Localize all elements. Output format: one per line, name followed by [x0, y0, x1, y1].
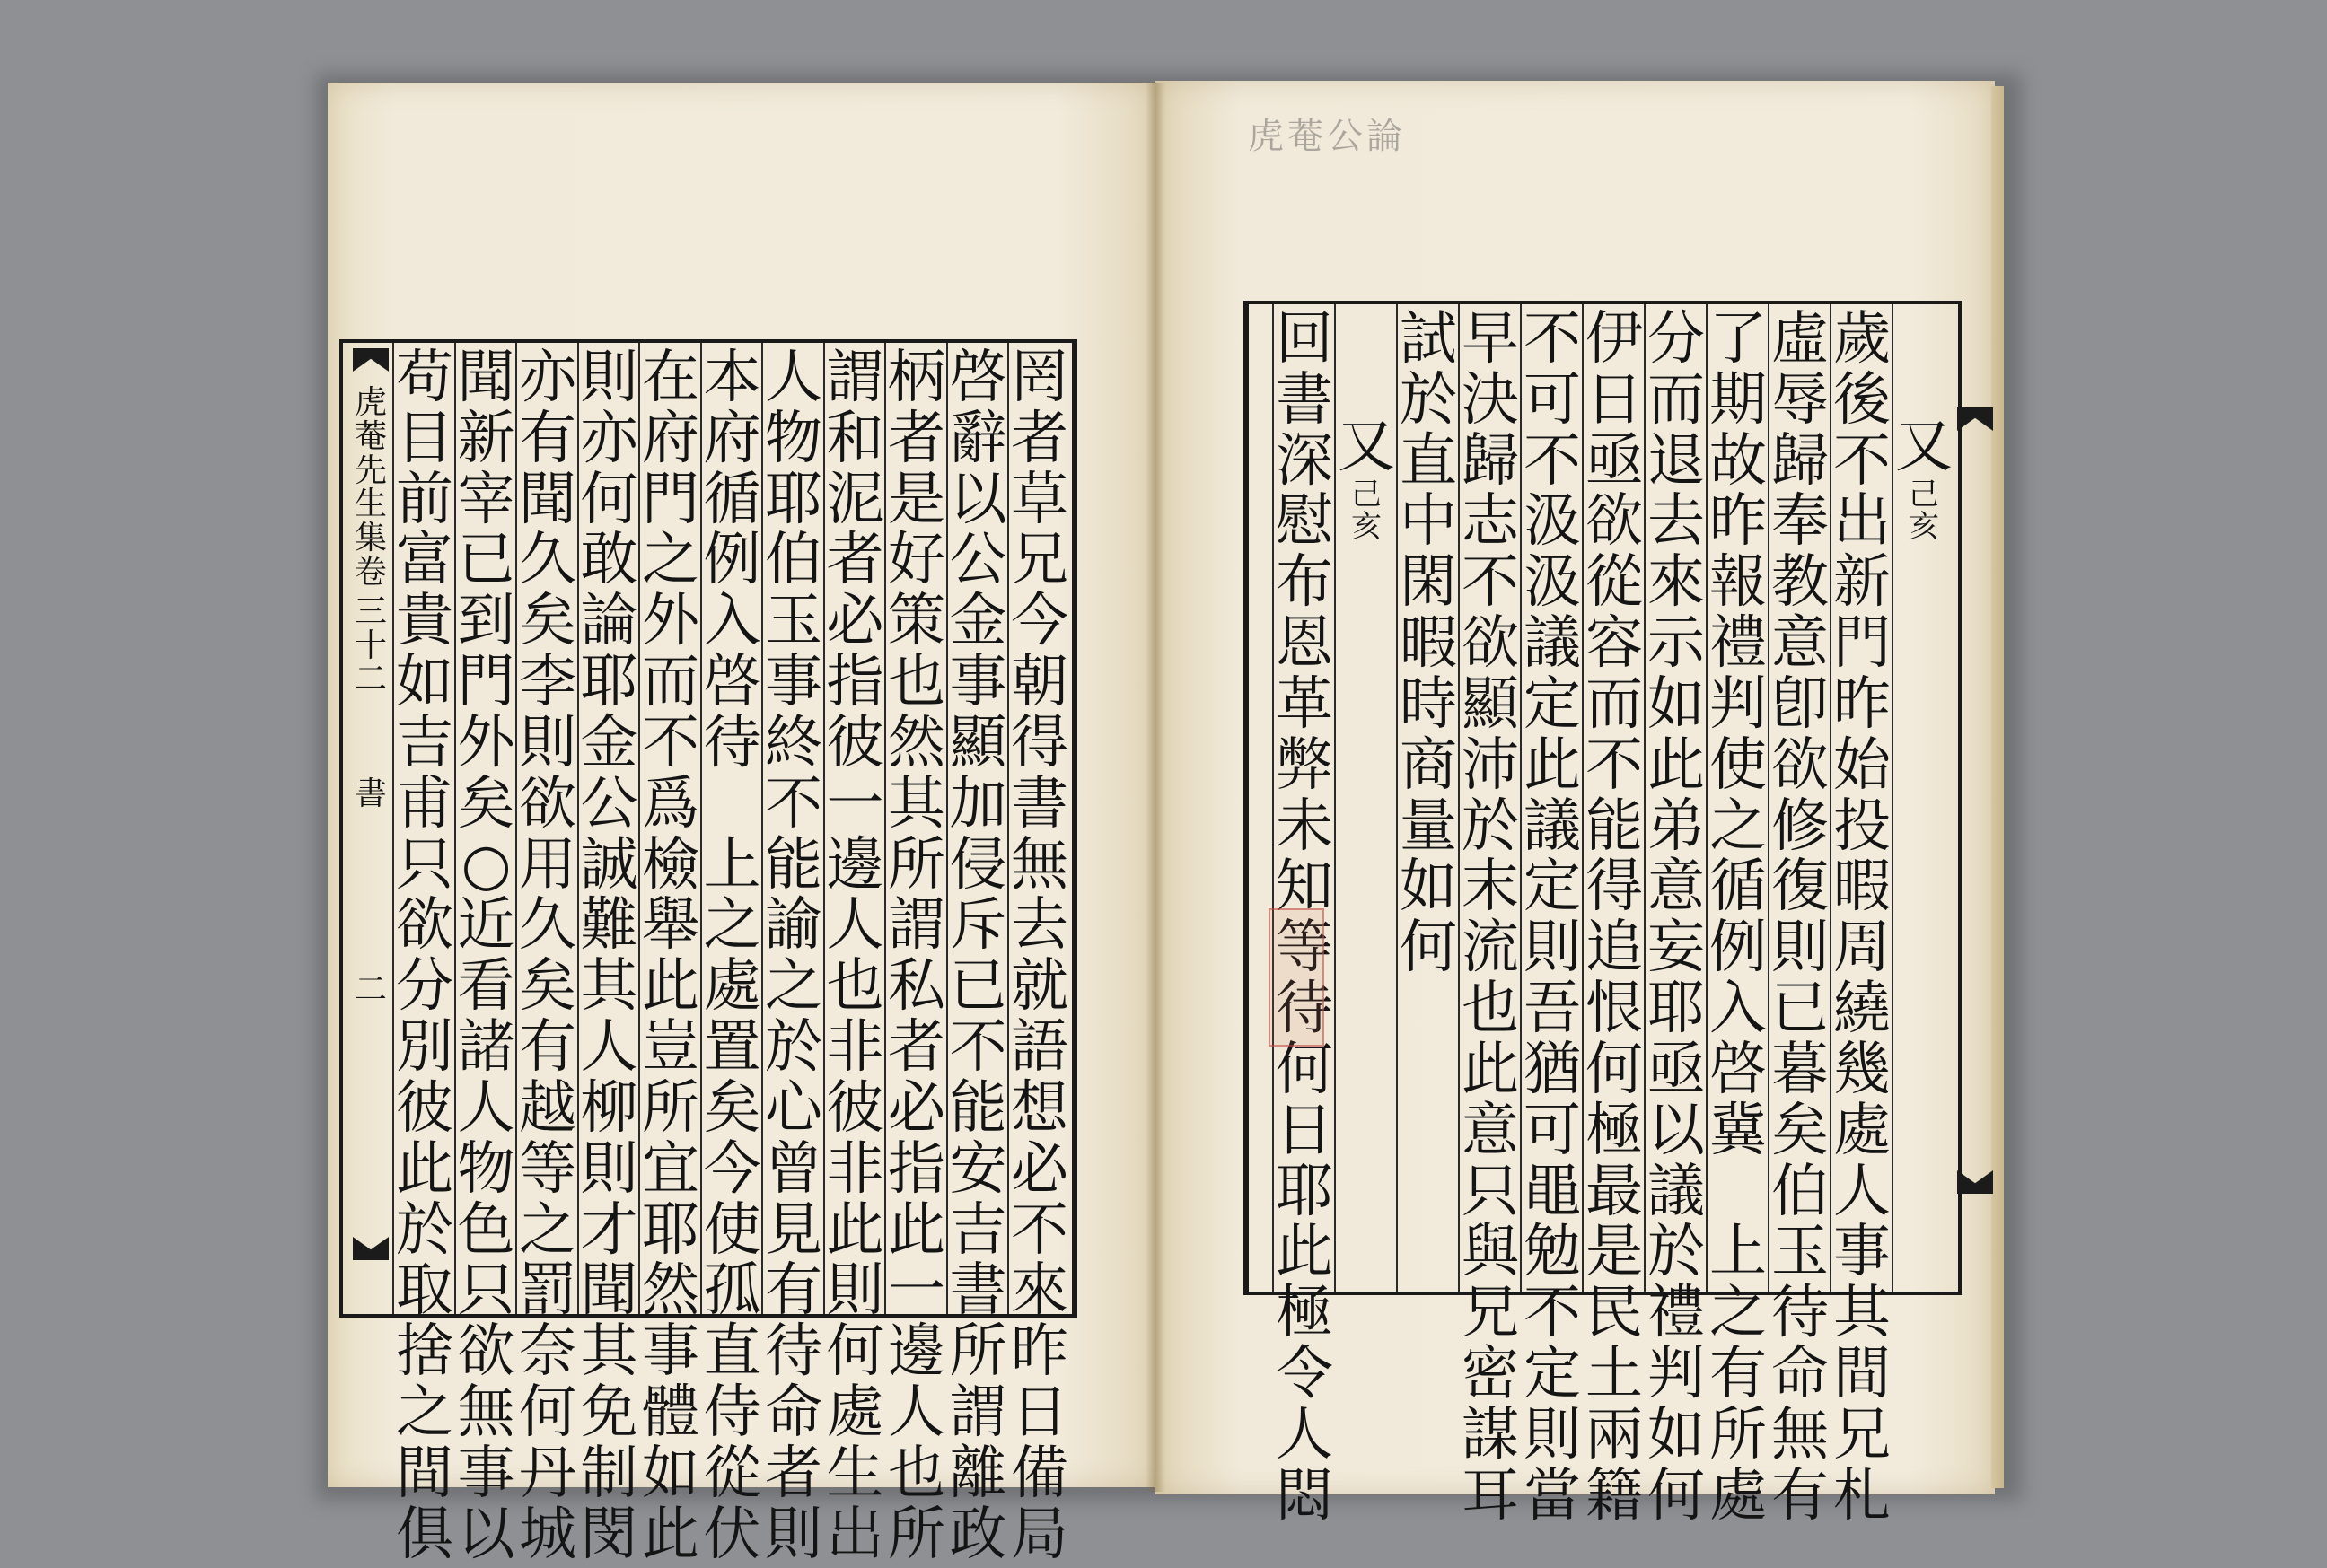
left-column-4-text: 謂 和 泥 者 必 指 彼 一 邊 人 也 非 彼 非 此 則 何 處 生 出 — [826, 345, 884, 1568]
right-column-1 — [1893, 304, 1954, 1399]
banner-center — [343, 343, 399, 1314]
right-text-frame — [1243, 301, 1962, 1529]
seal-stamp — [1269, 908, 1324, 1047]
page-edge — [1991, 86, 2004, 1488]
column-rule — [1272, 304, 1274, 1292]
right-column-8-text: 早 決 歸 志 不 欲 顯 沛 於 末 流 也 此 意 只 與 兄 密 謀 耳 — [1462, 306, 1519, 1529]
left-column-3 — [886, 343, 947, 1568]
banner-title: 虎 菴 先 生 集 卷 — [354, 384, 387, 591]
left-column-11 — [394, 343, 455, 1568]
left-column-11-text: 苟 目 前 富 貴 如 吉 甫 只 欲 分 別 彼 此 於 取 捨 之 間 俱 — [396, 345, 453, 1568]
left-column-6-text: 本 府 循 例 入 啓 待 上 之 處 置 矣 今 使 孤 直 侍 從 伏 — [703, 345, 761, 1568]
book-gutter — [1146, 83, 1165, 1492]
right-column-5-text: 分 而 退 去 來 示 如 此 弟 意 妄 耶 亟 以 議 於 禮 判 如 何 — [1647, 306, 1705, 1529]
right-column-3 — [1769, 304, 1831, 1529]
left-column-2-text: 啓 辭 以 公 金 事 顯 加 侵 斥 已 不 能 安 吉 書 所 謂 離 政 — [949, 345, 1007, 1568]
left-column-7 — [640, 343, 701, 1568]
right-column-11-text: 回 書 深 慰 布 恩 革 弊 未 知 等 待 何 日 耶 此 極 令 人 悶 — [1276, 306, 1333, 1529]
margin-stamp: 虎菴公論 — [1248, 116, 1406, 157]
left-column-1 — [1009, 343, 1070, 1568]
left-column-10 — [456, 343, 517, 1568]
left-column-8 — [579, 343, 640, 1568]
fishtail-top-icon — [353, 348, 389, 372]
right-column-4-text: 了 期 故 昨 報 禮 判 使 之 循 例 入 啓 冀 上 之 有 所 處 — [1709, 306, 1767, 1529]
right-column-7-text: 不 可 不 汲 汲 議 定 此 議 定 則 吾 猶 可 黽 勉 不 定 則 當 — [1524, 306, 1581, 1529]
right-column-4 — [1708, 304, 1769, 1529]
right-column-7 — [1522, 304, 1583, 1529]
left-column-7-text: 在 府 門 之 外 而 不 爲 檢 舉 此 豈 所 宜 耶 然 事 體 如 此 — [642, 345, 699, 1568]
right-column-5 — [1646, 304, 1707, 1529]
banner-text — [355, 377, 387, 1007]
right-column-8 — [1460, 304, 1521, 1529]
right-column-10 — [1336, 304, 1397, 1399]
banner-folio: 二 — [354, 970, 387, 1008]
right-column-6-text: 伊 日 亟 欲 從 容 而 不 能 得 追 恨 何 極 最 是 民 土 兩 籍 — [1585, 306, 1643, 1529]
banner-section: 書 — [354, 775, 387, 813]
right-column-9 — [1398, 304, 1459, 1292]
right-column-3-text: 虛 辱 歸 奉 教 意 卽 欲 修 復 則 已 暮 矣 伯 玉 待 命 無 有 — [1771, 306, 1829, 1529]
fishtail-bottom-icon — [353, 1237, 389, 1260]
right-column-11 — [1274, 304, 1335, 1529]
banner-volume: 三 十 二 — [354, 592, 387, 698]
right-column-1-text: 又 己 亥 — [1895, 414, 1953, 545]
left-column-5-text: 人 物 耶 伯 玉 事 終 不 能 諭 之 於 心 曾 見 有 待 命 者 則 — [765, 345, 822, 1568]
left-column-2 — [948, 343, 1009, 1568]
left-column-3-text: 柄 者 是 好 策 也 然 其 所 謂 私 者 必 指 此 一 邊 人 也 所 — [888, 345, 945, 1568]
left-column-1-text: 罔 者 草 兄 今 朝 得 書 無 去 就 語 想 必 不 來 昨 日 備 局 — [1011, 345, 1068, 1568]
left-column-6 — [702, 343, 763, 1568]
right-column-9-text: 試 於 直 中 閑 暇 時 商 量 如 何 — [1400, 306, 1457, 982]
right-column-2 — [1831, 304, 1892, 1529]
left-column-8-text: 則 亦 何 敢 論 耶 金 公 誠 難 其 人 柳 則 才 聞 其 免 制 閔 — [580, 345, 638, 1568]
right-column-10-text: 又 己 亥 — [1338, 414, 1395, 545]
left-column-9-text: 亦 有 聞 久 矣 李 則 欲 用 久 矣 有 越 等 之 罰 奈 何 丹 城 — [519, 345, 576, 1568]
column-rule — [392, 343, 394, 1314]
left-text-frame — [339, 339, 1077, 1568]
left-column-9 — [517, 343, 578, 1568]
right-column-6 — [1584, 304, 1645, 1529]
left-column-4 — [825, 343, 886, 1568]
left-column-10-text: 聞 新 宰 已 到 門 外 矣 ○ 近 看 諸 人 物 色 只 欲 無 事 以 — [457, 345, 515, 1568]
right-column-2-text: 歲 後 不 出 新 門 昨 始 投 暇 周 繞 幾 處 人 事 其 間 兄 札 — [1833, 306, 1891, 1529]
